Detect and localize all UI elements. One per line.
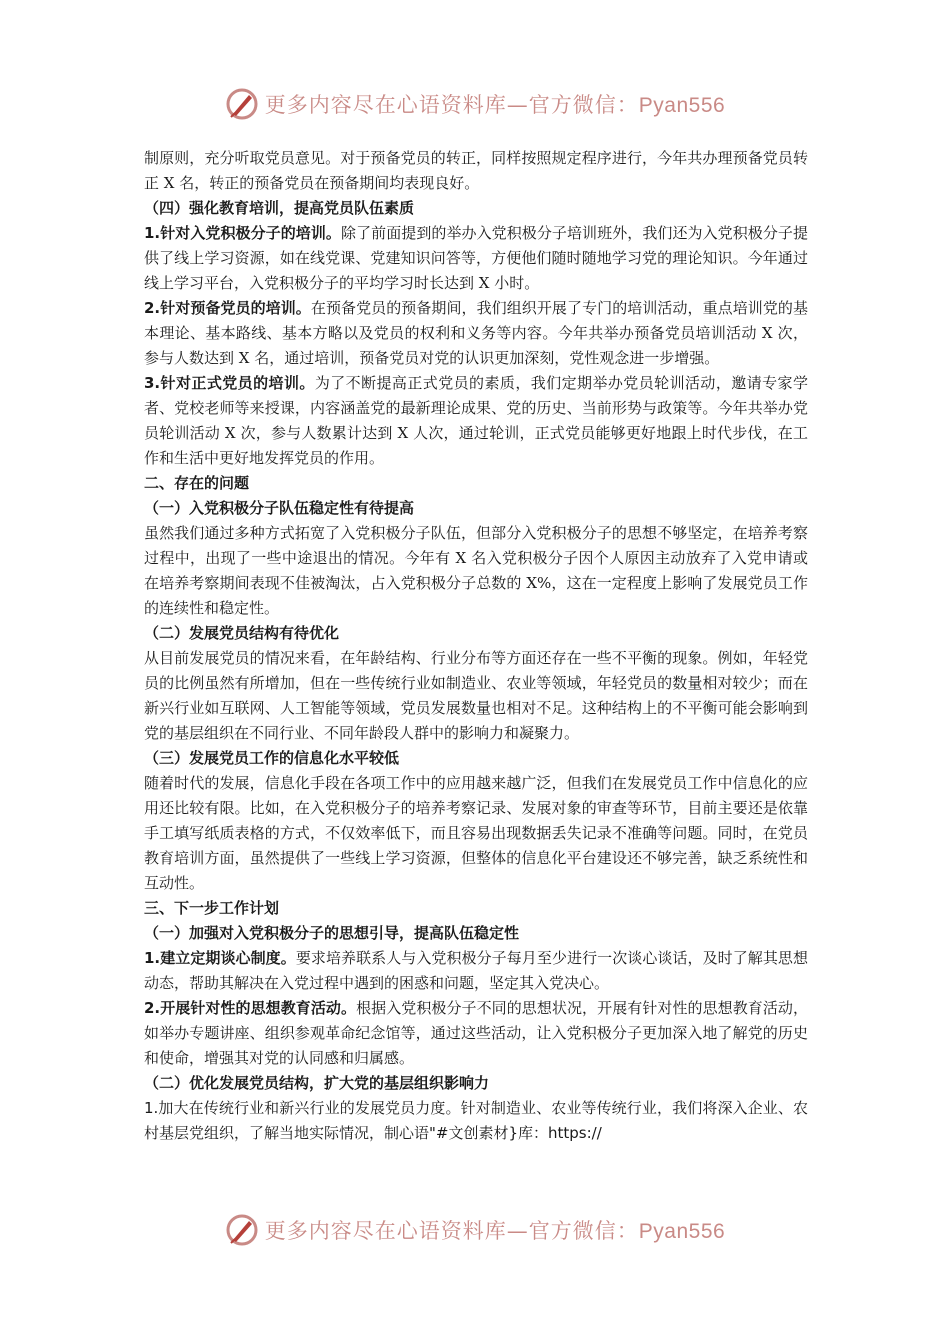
- section-heading: （二）优化发展党员结构，扩大党的基层组织影响力: [144, 1074, 490, 1092]
- paragraph-text: 制原则，充分听取党员意见。对于预备党员的转正，同样按照规定程序进行，今年共办理预备党员转正 X 名，转正的预备党员在预备期间均表现良好。: [144, 149, 808, 192]
- body-paragraph: [144, 296, 808, 371]
- body-paragraph: [144, 521, 808, 621]
- paragraph-text: 1.加大在传统行业和新兴行业的发展党员力度。针对制造业、农业等传统行业，我们将深入企业、农村基层党组织，了解当地实际情况，制心语"#文创素材}库：https://: [144, 1099, 808, 1142]
- section-heading: 二、存在的问题: [144, 474, 250, 492]
- section-heading: （一）加强对入党积极分子的思想引导，提高队伍稳定性: [144, 924, 520, 942]
- section-heading: （二）发展党员结构有待优化: [144, 624, 340, 642]
- paragraph-text: 为了不断提高正式党员的素质，我们定期举办党员轮训活动，邀请专家学者、党校老师等来授课，内容涵盖党的最新理论成果、党的历史、当前形势与政策等。今年共举办党员轮训活动 X 次，参与人数累计达到 X 人次，通过轮训，正式党员能够更好地跟上时代步伐，在工作和生活中更好地发挥党员的作用。: [144, 374, 808, 467]
- section-heading: （一）入党积极分子队伍稳定性有待提高: [144, 499, 415, 517]
- body-paragraph: [144, 1096, 808, 1146]
- paragraph-text: 要求培养联系人与入党积极分子每月至少进行一次谈心谈话，及时了解其思想动态，帮助其解决在入党过程中遇到的困惑和问题，坚定其入党决心。: [144, 949, 808, 992]
- paragraph-text: 从目前发展党员的情况来看，在年龄结构、行业分布等方面还存在一些不平衡的现象。例如，年轻党员的比例虽然有所增加，但在一些传统行业如制造业、农业等领域，年轻党员的数量相对较少；而在新兴行业如互联网、人工智能等领域，党员发展数量也相对不足。这种结构上的不平衡可能会影响到党的基层组织在不同行业、不同年龄段人群中的影响力和凝聚力。: [144, 649, 808, 742]
- paragraph-lead: 1.针对入党积极分子的培训。: [144, 224, 341, 242]
- paragraph-text: 在预备党员的预备期间，我们组织开展了专门的培训活动，重点培训党的基本理论、基本路线、基本方略以及党员的权利和义务等内容。今年共举办预备党员培训活动 X 次，参与人数达到 X 名，通过培训，预备党员对党的认识更加深刻，党性观念进一步增强。: [144, 299, 808, 367]
- quill-logo-icon: [225, 1213, 259, 1247]
- paragraph-text: 除了前面提到的举办入党积极分子培训班外，我们还为入党积极分子提供了线上学习资源，如在线党课、党建知识问答等，方便他们随时随地学习党的理论知识。今年通过线上学习平台，入党积极分子的平均学习时长达到 X 小时。: [144, 224, 808, 292]
- body-paragraph: [144, 146, 808, 196]
- body-paragraph: [144, 371, 808, 471]
- document-body: [144, 146, 808, 1146]
- section-heading: （三）发展党员工作的信息化水平较低: [144, 749, 400, 767]
- section-heading: 三、下一步工作计划: [144, 899, 280, 917]
- body-paragraph: [144, 996, 808, 1071]
- quill-logo-icon: [225, 87, 259, 121]
- paragraph-text: 根据入党积极分子不同的思想状况，开展有针对性的思想教育活动，如举办专题讲座、组织参观革命纪念馆等，通过这些活动，让入党积极分子更加深入地了解党的历史和使命，增强其对党的认同感和归属感。: [144, 999, 808, 1067]
- body-paragraph: [144, 221, 808, 296]
- watermark-text: 更多内容尽在心语资料库—官方微信：Pyan556: [264, 93, 726, 117]
- paragraph-lead: 2.开展针对性的思想教育活动。: [144, 999, 357, 1017]
- body-paragraph: [144, 646, 808, 746]
- watermark-text: 更多内容尽在心语资料库—官方微信：Pyan556: [264, 1219, 726, 1243]
- body-paragraph: [144, 946, 808, 996]
- paragraph-lead: 2.针对预备党员的培训。: [144, 299, 311, 317]
- section-heading: （四）强化教育培训，提高党员队伍素质: [144, 199, 415, 217]
- watermark-footer: [0, 1210, 950, 1250]
- paragraph-text: 虽然我们通过多种方式拓宽了入党积极分子队伍，但部分入党积极分子的思想不够坚定，在培养考察过程中，出现了一些中途退出的情况。今年有 X 名入党积极分子因个人原因主动放弃了入党申请或在培养考察期间表现不佳被淘汰，占入党积极分子总数的 X%，这在一定程度上影响了发展党员工作的连续性和稳定性。: [144, 524, 808, 617]
- paragraph-text: 随着时代的发展，信息化手段在各项工作中的应用越来越广泛，但我们在发展党员工作中信息化的应用还比较有限。比如，在入党积极分子的培养考察记录、发展对象的审查等环节，目前主要还是依靠手工填写纸质表格的方式，不仅效率低下，而且容易出现数据丢失记录不准确等问题。同时，在党员教育培训方面，虽然提供了一些线上学习资源，但整体的信息化平台建设还不够完善，缺乏系统性和互动性。: [144, 774, 808, 892]
- paragraph-lead: 1.建立定期谈心制度。: [144, 949, 296, 967]
- watermark-header: [0, 84, 950, 124]
- body-paragraph: [144, 771, 808, 896]
- paragraph-lead: 3.针对正式党员的培训。: [144, 374, 315, 392]
